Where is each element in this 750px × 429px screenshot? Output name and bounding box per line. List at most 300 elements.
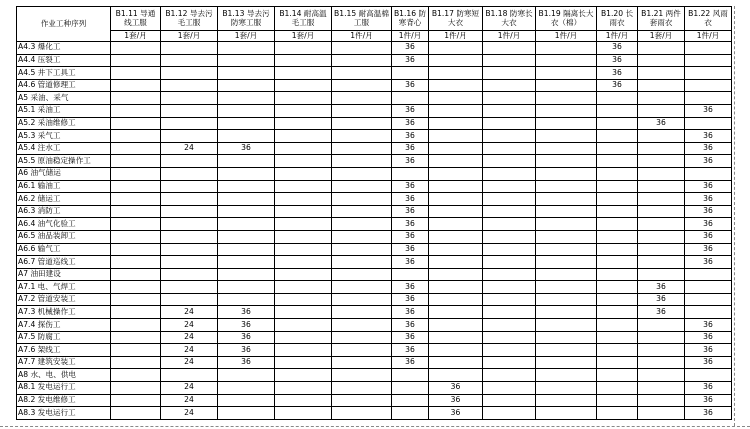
table-cell — [332, 382, 392, 395]
table-cell — [429, 92, 483, 105]
table-row — [17, 356, 732, 369]
table-cell: 36 — [685, 142, 732, 155]
table-row — [17, 344, 732, 357]
table-row — [17, 42, 732, 55]
row-label: A4.5 井下工具工 — [17, 67, 111, 80]
table-cell: 36 — [392, 293, 429, 306]
table-cell — [638, 205, 685, 218]
table-cell: 36 — [392, 54, 429, 67]
table-cell — [332, 407, 392, 420]
table-cell — [111, 331, 161, 344]
table-cell — [597, 205, 638, 218]
table-cell — [161, 268, 218, 281]
table-cell: 36 — [429, 394, 483, 407]
table-cell — [218, 54, 275, 67]
table-cell — [111, 344, 161, 357]
table-cell — [597, 306, 638, 319]
table-cell — [536, 306, 597, 319]
table-cell — [536, 79, 597, 92]
unit-header: 1件/月 — [392, 31, 429, 42]
table-cell — [275, 369, 332, 382]
table-cell — [536, 167, 597, 180]
table-row — [17, 382, 732, 395]
table-cell — [275, 117, 332, 130]
table-cell — [275, 281, 332, 294]
table-cell — [218, 256, 275, 269]
table-cell: 24 — [161, 382, 218, 395]
column-header: B1.18 防寒长大衣 — [483, 7, 536, 31]
table-cell — [638, 42, 685, 55]
table-cell — [597, 180, 638, 193]
table-cell — [429, 331, 483, 344]
table-cell — [275, 67, 332, 80]
table-cell — [161, 130, 218, 143]
table-cell — [536, 42, 597, 55]
unit-header: 1套/月 — [638, 31, 685, 42]
row-label: A5.4 注水工 — [17, 142, 111, 155]
table-cell — [483, 79, 536, 92]
table-cell — [638, 356, 685, 369]
table-cell — [111, 407, 161, 420]
table-cell — [597, 92, 638, 105]
table-cell: 36 — [597, 67, 638, 80]
table-cell: 36 — [685, 331, 732, 344]
table-cell: 36 — [392, 117, 429, 130]
table-cell: 36 — [392, 130, 429, 143]
table-cell — [161, 193, 218, 206]
table-cell — [111, 117, 161, 130]
table-cell — [332, 281, 392, 294]
table-cell — [392, 67, 429, 80]
column-header: B1.14 耐高温毛工服 — [275, 7, 332, 31]
table-cell — [111, 42, 161, 55]
row-label: A8 水、电、供电 — [17, 369, 111, 382]
page-break-horizontal — [0, 426, 750, 427]
table-cell — [275, 356, 332, 369]
table-cell — [638, 180, 685, 193]
row-label: A8.1 发电运行工 — [17, 382, 111, 395]
table-cell — [218, 369, 275, 382]
row-label: A6.4 油气化验工 — [17, 218, 111, 231]
table-cell — [536, 180, 597, 193]
table-cell — [597, 142, 638, 155]
page-break-vertical — [734, 6, 735, 426]
table-cell — [429, 142, 483, 155]
table-row — [17, 281, 732, 294]
row-label: A7.3 机械操作工 — [17, 306, 111, 319]
table-cell — [332, 243, 392, 256]
table-cell — [536, 407, 597, 420]
table-row — [17, 243, 732, 256]
row-label: A6.7 管道巡线工 — [17, 256, 111, 269]
table-cell — [275, 54, 332, 67]
table-cell — [429, 180, 483, 193]
table-cell — [429, 193, 483, 206]
table-row — [17, 54, 732, 67]
table-cell: 36 — [392, 193, 429, 206]
unit-header: 1件/月 — [332, 31, 392, 42]
table-row — [17, 205, 732, 218]
table-cell: 36 — [638, 117, 685, 130]
table-cell — [332, 79, 392, 92]
table-cell: 36 — [392, 356, 429, 369]
table-cell — [275, 104, 332, 117]
table-cell — [275, 344, 332, 357]
row-label: A6.1 输油工 — [17, 180, 111, 193]
table-cell — [161, 67, 218, 80]
table-cell — [275, 180, 332, 193]
table-cell — [536, 205, 597, 218]
table-cell — [392, 407, 429, 420]
unit-header: 1件/月 — [429, 31, 483, 42]
table-cell: 36 — [218, 306, 275, 319]
table-cell — [483, 268, 536, 281]
table-cell — [429, 369, 483, 382]
row-label: A7.7 建筑安装工 — [17, 356, 111, 369]
table-cell — [218, 382, 275, 395]
table-row — [17, 92, 732, 105]
table-cell — [218, 394, 275, 407]
table-cell — [218, 230, 275, 243]
table-cell — [275, 293, 332, 306]
table-cell: 36 — [392, 155, 429, 168]
table-cell — [161, 243, 218, 256]
table-cell — [111, 306, 161, 319]
table-cell — [429, 293, 483, 306]
table-cell — [638, 218, 685, 231]
table-cell — [218, 268, 275, 281]
table-row — [17, 142, 732, 155]
table-cell — [597, 104, 638, 117]
table-cell — [638, 319, 685, 332]
table-cell — [111, 281, 161, 294]
table-cell — [218, 243, 275, 256]
table-cell — [536, 218, 597, 231]
table-cell — [332, 104, 392, 117]
table-cell — [332, 218, 392, 231]
table-row — [17, 67, 732, 80]
table-cell — [483, 356, 536, 369]
table-row — [17, 117, 732, 130]
table-cell — [483, 67, 536, 80]
table-cell — [332, 256, 392, 269]
table-row — [17, 319, 732, 332]
table-cell — [638, 382, 685, 395]
row-label: A8.3 发电运行工 — [17, 407, 111, 420]
table-cell: 36 — [685, 256, 732, 269]
table-cell — [536, 394, 597, 407]
table-cell — [161, 104, 218, 117]
unit-header: 1套/月 — [161, 31, 218, 42]
unit-header: 1件/月 — [536, 31, 597, 42]
table-cell — [161, 281, 218, 294]
table-cell — [429, 319, 483, 332]
table-cell — [275, 319, 332, 332]
row-label: A5.3 采气工 — [17, 130, 111, 143]
table-cell: 24 — [161, 344, 218, 357]
table-cell: 36 — [218, 331, 275, 344]
table-cell — [597, 331, 638, 344]
table-cell — [161, 180, 218, 193]
table-cell — [218, 67, 275, 80]
table-cell — [218, 42, 275, 55]
table-cell — [332, 42, 392, 55]
table-row — [17, 293, 732, 306]
table-cell — [685, 281, 732, 294]
table-cell — [275, 382, 332, 395]
table-cell — [597, 369, 638, 382]
table-cell — [685, 117, 732, 130]
table-cell: 36 — [218, 142, 275, 155]
table-cell — [483, 42, 536, 55]
row-label: A7.6 架线工 — [17, 344, 111, 357]
table-cell — [275, 42, 332, 55]
table-cell: 24 — [161, 319, 218, 332]
table-cell — [332, 193, 392, 206]
row-label: A4.6 管道修理工 — [17, 79, 111, 92]
table-cell: 36 — [429, 407, 483, 420]
table-cell — [218, 167, 275, 180]
table-cell — [429, 79, 483, 92]
table-cell: 36 — [392, 319, 429, 332]
table-cell — [275, 205, 332, 218]
table-cell — [597, 268, 638, 281]
table-cell — [536, 331, 597, 344]
row-label: A7.1 电、气焊工 — [17, 281, 111, 294]
table-cell — [536, 281, 597, 294]
table-cell — [536, 142, 597, 155]
table-cell — [536, 243, 597, 256]
row-label: A7.5 防腐工 — [17, 331, 111, 344]
table-cell — [536, 104, 597, 117]
table-cell: 36 — [218, 356, 275, 369]
table-cell — [275, 394, 332, 407]
table-cell — [483, 54, 536, 67]
table-cell — [483, 281, 536, 294]
table-cell — [275, 407, 332, 420]
table-cell — [392, 268, 429, 281]
row-label: A5.2 采油维修工 — [17, 117, 111, 130]
table-cell: 36 — [597, 79, 638, 92]
table-cell — [332, 155, 392, 168]
table-cell — [483, 256, 536, 269]
table-cell — [275, 331, 332, 344]
table-cell: 36 — [685, 394, 732, 407]
table-cell — [275, 243, 332, 256]
table-cell — [429, 130, 483, 143]
unit-header: 1件/月 — [597, 31, 638, 42]
column-header: B1.11 导通线工服 — [111, 7, 161, 31]
table-cell — [638, 167, 685, 180]
table-cell: 36 — [392, 256, 429, 269]
table-row — [17, 230, 732, 243]
row-label: A5 采油、采气 — [17, 92, 111, 105]
table-cell — [111, 394, 161, 407]
table-cell — [597, 193, 638, 206]
table-cell — [597, 230, 638, 243]
table-cell — [597, 130, 638, 143]
table-cell — [638, 256, 685, 269]
table-cell — [161, 205, 218, 218]
table-cell: 24 — [161, 394, 218, 407]
column-header: B1.21 两件套雨衣 — [638, 7, 685, 31]
table-cell — [429, 243, 483, 256]
row-label: A4.3 爆化工 — [17, 42, 111, 55]
table-cell — [483, 243, 536, 256]
table-cell — [332, 117, 392, 130]
table-row — [17, 193, 732, 206]
table-cell — [429, 67, 483, 80]
table-cell: 24 — [161, 356, 218, 369]
table-cell — [597, 293, 638, 306]
table-cell — [638, 92, 685, 105]
table-cell: 36 — [392, 104, 429, 117]
table-cell: 36 — [392, 42, 429, 55]
table-cell: 36 — [685, 230, 732, 243]
table-cell — [483, 205, 536, 218]
table-cell — [332, 293, 392, 306]
table-cell — [111, 130, 161, 143]
table-cell — [483, 293, 536, 306]
table-cell: 36 — [638, 281, 685, 294]
row-label: A5.1 采油工 — [17, 104, 111, 117]
table-cell — [597, 167, 638, 180]
table-cell — [536, 193, 597, 206]
table-cell — [536, 293, 597, 306]
table-cell — [429, 268, 483, 281]
table-cell — [638, 67, 685, 80]
table-row — [17, 167, 732, 180]
table-cell: 36 — [392, 180, 429, 193]
table-cell — [111, 230, 161, 243]
table-cell — [483, 180, 536, 193]
table-cell — [332, 130, 392, 143]
row-label: A6.2 储运工 — [17, 193, 111, 206]
table-cell — [483, 104, 536, 117]
table-row — [17, 306, 732, 319]
table-cell — [275, 256, 332, 269]
table-cell — [111, 218, 161, 231]
table-cell: 24 — [161, 306, 218, 319]
column-header: B1.17 防寒短大衣 — [429, 7, 483, 31]
table-cell — [429, 104, 483, 117]
table-cell — [483, 167, 536, 180]
row-label: A8.2 发电维修工 — [17, 394, 111, 407]
table-cell: 36 — [638, 293, 685, 306]
table-cell — [483, 155, 536, 168]
table-cell — [483, 130, 536, 143]
table-cell: 36 — [392, 281, 429, 294]
table-cell — [638, 130, 685, 143]
table-cell — [275, 167, 332, 180]
table-cell: 36 — [685, 104, 732, 117]
table-cell — [218, 117, 275, 130]
table-cell — [111, 293, 161, 306]
table-cell — [332, 92, 392, 105]
table-cell — [332, 306, 392, 319]
table-cell: 36 — [685, 155, 732, 168]
table-cell — [429, 54, 483, 67]
table-cell — [332, 394, 392, 407]
table-cell — [392, 92, 429, 105]
table-row — [17, 369, 732, 382]
table-cell — [536, 382, 597, 395]
table-cell — [597, 344, 638, 357]
table-cell — [429, 356, 483, 369]
clothing-allocation-table — [16, 6, 732, 420]
table-cell — [275, 92, 332, 105]
unit-header: 1套/月 — [275, 31, 332, 42]
table-cell — [483, 369, 536, 382]
table-cell — [685, 54, 732, 67]
table-row — [17, 394, 732, 407]
table-cell — [638, 193, 685, 206]
table-row — [17, 256, 732, 269]
table-cell — [429, 205, 483, 218]
table-cell — [332, 67, 392, 80]
row-label: A6.6 输气工 — [17, 243, 111, 256]
table-cell — [597, 394, 638, 407]
table-cell — [332, 356, 392, 369]
table-cell — [638, 331, 685, 344]
table-cell — [161, 92, 218, 105]
column-header: B1.19 隔离长大衣（棉） — [536, 7, 597, 31]
table-cell: 36 — [685, 180, 732, 193]
table-cell — [111, 243, 161, 256]
table-cell: 24 — [161, 142, 218, 155]
table-cell — [536, 130, 597, 143]
table-cell: 36 — [685, 243, 732, 256]
table-cell — [536, 356, 597, 369]
table-cell — [161, 117, 218, 130]
table-cell: 36 — [638, 306, 685, 319]
table-cell — [638, 79, 685, 92]
table-cell: 36 — [685, 218, 732, 231]
table-cell — [483, 193, 536, 206]
table-cell — [332, 142, 392, 155]
table-cell — [275, 306, 332, 319]
table-row — [17, 130, 732, 143]
table-cell — [483, 331, 536, 344]
table-cell — [218, 218, 275, 231]
table-cell — [111, 155, 161, 168]
table-cell — [111, 92, 161, 105]
table-row — [17, 331, 732, 344]
table-cell — [483, 142, 536, 155]
table-cell — [111, 319, 161, 332]
table-cell — [275, 193, 332, 206]
table-cell — [218, 130, 275, 143]
column-header: B1.22 风雨衣 — [685, 7, 732, 31]
table-cell — [218, 79, 275, 92]
table-cell: 24 — [161, 331, 218, 344]
table-cell — [161, 155, 218, 168]
table-cell — [638, 394, 685, 407]
table-cell — [638, 104, 685, 117]
table-cell — [429, 167, 483, 180]
table-cell — [218, 407, 275, 420]
table-cell — [218, 180, 275, 193]
table-cell — [429, 117, 483, 130]
table-cell — [685, 167, 732, 180]
table-cell — [275, 130, 332, 143]
table-cell — [111, 193, 161, 206]
table-cell — [536, 256, 597, 269]
table-cell — [332, 268, 392, 281]
row-label: A6 油气储运 — [17, 167, 111, 180]
table-cell — [638, 54, 685, 67]
table-cell — [638, 344, 685, 357]
